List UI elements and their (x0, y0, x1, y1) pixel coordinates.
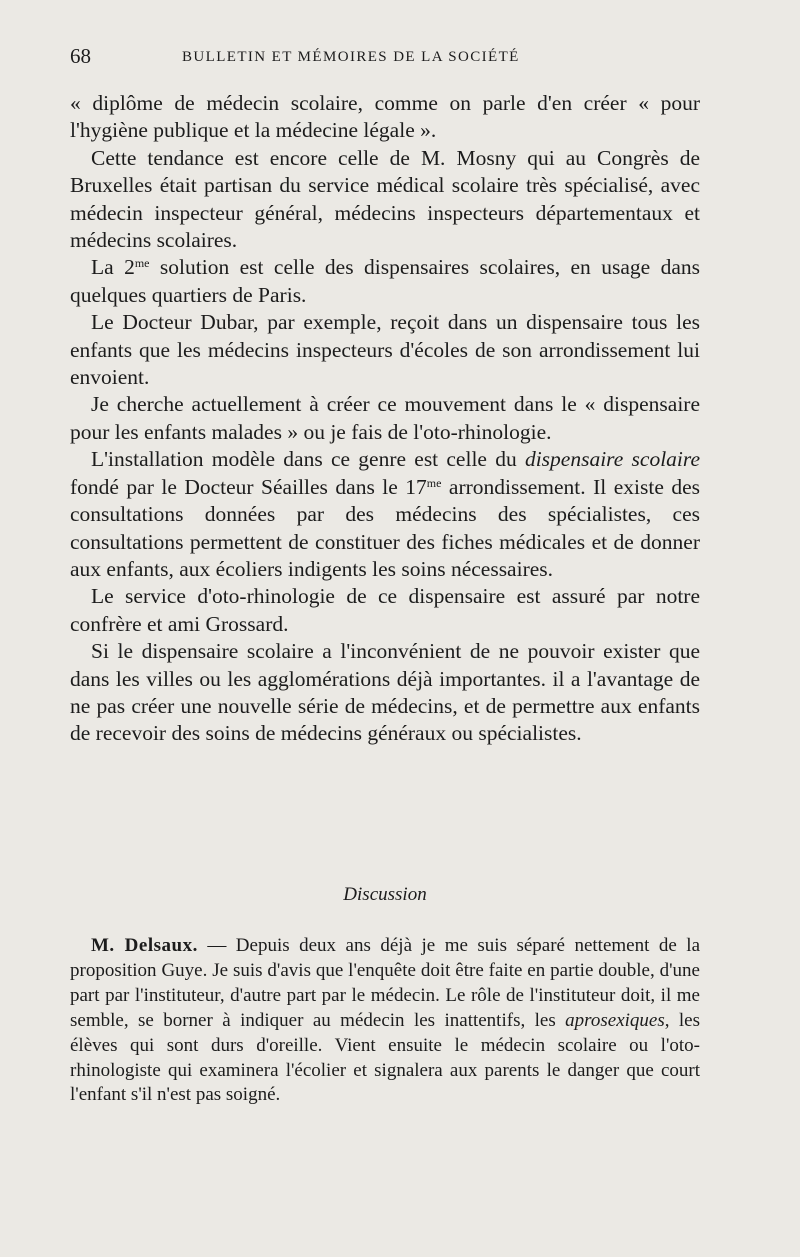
discussion-text (70, 934, 700, 1108)
page-number: 68 (70, 44, 91, 68)
p6-text-c: arrondissement. Il existe des consultations données par des médecins des spécialistes, ces consultations permettent de constituer des fiches médicales et de donner aux enfants, aux écoliers indigents les soins nécessaires. (70, 474, 700, 581)
p6-text-b: fondé par le Docteur Séailles dans le 17 (70, 474, 427, 499)
paragraph-5: Je cherche actuellement à créer ce mouvement dans le « dispensaire pour les enfants malades » ou je fais de l'oto-rhinologie. (70, 392, 700, 444)
paragraph-6 (70, 446, 700, 583)
discussion-heading: Discussion (343, 884, 427, 905)
paragraph-4: Le Docteur Dubar, par exemple, reçoit dans un dispensaire tous les enfants que les médecins inspecteurs d'écoles de son arrondissement lui envoient. (70, 310, 700, 390)
p3-text-b: solution est celle des dispensaires scolaires, en usage dans quelques quartiers de Paris. (70, 255, 700, 307)
p6-italic-term: dispensaire scolaire (524, 447, 700, 472)
paragraph-8: Si le dispensaire scolaire a l'inconvénient de ne pouvoir exister que dans les villes ou les agglomérations déjà importantes. il a l'avantage de ne pas créer une nouvelle série de médecins, et de permettre aux enfants de recevoir des soins de médecins généraux ou spécialistes. (70, 639, 700, 746)
discussion-paragraph (70, 934, 700, 1108)
p3-superscript: me (134, 256, 150, 271)
paragraph-2: Cette tendance est encore celle de M. Mosny qui au Congrès de Bruxelles était partisan du service médical scolaire très spécialisé, avec médecin inspecteur général, médecins inspecteurs départementaux et médecins scolaires. (70, 145, 700, 253)
discussion-italic-term: aprosexiques (565, 1009, 665, 1031)
paragraph-7: Le service d'oto-rhinologie de ce dispensaire est assuré par notre confrère et ami Grossard. (70, 584, 700, 636)
paragraph-1: « diplôme de médecin scolaire, comme on parle d'en créer « pour l'hygiène publique et la médecine légale ». (70, 91, 700, 143)
main-text (70, 90, 700, 748)
p3-text-a: La 2 (91, 255, 135, 280)
running-title: BULLETIN ET MÉMOIRES DE LA SOCIÉTÉ (182, 49, 520, 65)
discussion-text-a: — Depuis deux ans déjà je me suis séparé nettement de la proposition Guye. Je suis d'avis que l'enquête doit être faite en partie double, d'une part par l'instituteur, d'autre part par le médecin. Le rôle de l'instituteur doit, il me semble, se borner à indiquer au médecin les inattentifs, les (70, 935, 701, 1031)
speaker-name: M. Delsaux. (91, 935, 198, 956)
paragraph-3 (70, 254, 700, 309)
p6-text-a: L'installation modèle dans ce genre est celle du (91, 447, 525, 472)
page-header (70, 44, 700, 74)
p6-superscript: me (426, 475, 442, 490)
discussion-text-b: , les élèves qui sont durs d'oreille. Vient ensuite le médecin scolaire ou l'oto-rhinologiste qui examinera l'écolier et signalera aux parents le danger que court l'enfant s'il n'est pas soigné. (70, 1009, 701, 1106)
